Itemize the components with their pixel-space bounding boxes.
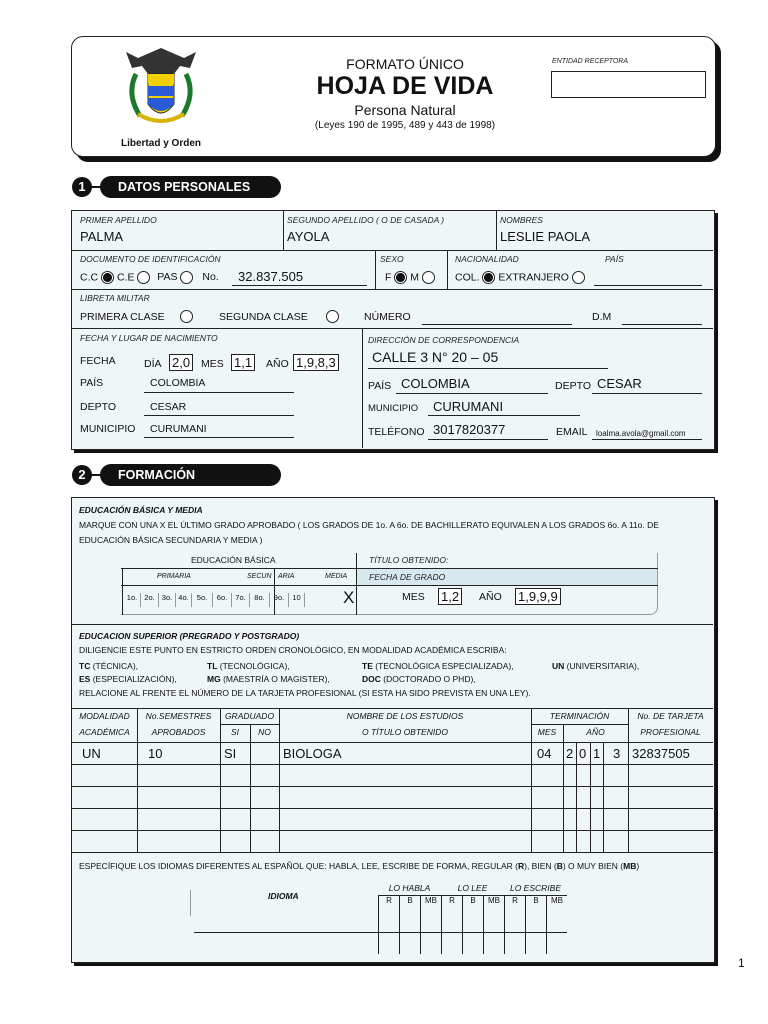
mg-code: MG: [207, 674, 221, 684]
grade-option[interactable]: 5o.: [192, 593, 213, 607]
titulo-obtenido-label: TÍTULO OBTENIDO:: [369, 555, 449, 565]
direccion-label: DIRECCIÓN DE CORRESPONDENCIA: [368, 335, 520, 345]
aria-label: ARIA: [278, 573, 295, 580]
sexo-m-radio[interactable]: [422, 271, 435, 284]
grade-option[interactable]: 8o.: [250, 593, 270, 607]
es-text: (ESPECIALIZACIÓN),: [90, 674, 177, 684]
grade-option[interactable]: 7o.: [232, 593, 250, 607]
segunda-clase-radio[interactable]: [326, 310, 339, 323]
primera-clase-radio[interactable]: [180, 310, 193, 323]
col-aprobados: APROBADOS: [151, 727, 206, 737]
lo-escribe-header: LO ESCRIBE: [509, 883, 562, 893]
row-tarjeta[interactable]: 32837505: [632, 746, 690, 761]
row-anio-1[interactable]: 2: [566, 746, 574, 761]
col-anio: AÑO: [586, 727, 605, 737]
un-code: UN: [552, 661, 565, 671]
libreta-numero-label: NÚMERO: [364, 311, 411, 323]
rating-column-header: B: [462, 896, 483, 954]
row-graduado-si[interactable]: SI: [224, 746, 237, 761]
direccion-value[interactable]: CALLE 3 N° 20 – 05: [372, 349, 499, 365]
grado-anio-label: AÑO: [479, 591, 502, 603]
dia-label: DÍA: [144, 358, 162, 370]
document-subtitle: Persona Natural: [354, 102, 456, 118]
extranjero-radio[interactable]: [572, 271, 585, 284]
fecha-lugar-label: FECHA Y LUGAR DE NACIMIENTO: [80, 333, 218, 343]
email-label: EMAIL: [556, 426, 588, 438]
lo-habla-header: LO HABLA: [388, 883, 431, 893]
nacionalidad-label: NACIONALIDAD: [455, 254, 519, 264]
section-2-number: 2: [72, 465, 92, 485]
entidad-field[interactable]: [551, 71, 706, 98]
nombres-label: NOMBRES: [500, 215, 543, 225]
rating-column-header: MB: [546, 896, 567, 954]
birth-municipio-value[interactable]: CURUMANI: [150, 423, 207, 435]
form-type-line: FORMATO ÚNICO: [346, 56, 464, 72]
col-graduado: GRADUADO: [224, 711, 275, 721]
libreta-label: LIBRETA MILITAR: [80, 293, 150, 303]
ce-label: C.E: [116, 271, 135, 284]
rating-column-header: B: [525, 896, 546, 954]
grade-option[interactable]: 3o.: [159, 593, 176, 607]
col-mes: MES: [537, 727, 557, 737]
birth-depto-label: DEPTO: [80, 401, 116, 413]
birth-pais-value[interactable]: COLOMBIA: [150, 377, 206, 389]
row-anio-4[interactable]: 3: [613, 746, 621, 761]
te-text: (TECNOLÓGICA ESPECIALIZADA),: [372, 661, 514, 671]
grade-x-mark[interactable]: X: [343, 588, 355, 607]
tc-code: TC: [79, 661, 91, 671]
dir-municipio-label: MUNICIPIO: [368, 403, 419, 414]
dia-value[interactable]: 2,0: [169, 354, 193, 371]
tc-text: (TÉCNICA),: [90, 661, 139, 671]
rating-column-header: B: [399, 896, 420, 954]
higher-education-table: [72, 708, 713, 854]
grade-option[interactable]: 9o.: [270, 593, 289, 607]
rating-column-header: R: [441, 896, 462, 954]
secun-label: SECUN: [247, 573, 272, 580]
doc-number-value[interactable]: 32.837.505: [238, 269, 304, 284]
segundo-apellido-value[interactable]: AYOLA: [287, 229, 330, 244]
col-si: SI: [230, 727, 240, 737]
col-radio[interactable]: [482, 271, 495, 284]
pas-label: PAS: [157, 271, 178, 284]
ce-radio[interactable]: [137, 271, 150, 284]
lo-lee-header: LO LEE: [457, 883, 488, 893]
tl-code: TL: [207, 661, 218, 671]
laws-reference: (Leyes 190 de 1995, 489 y 443 de 1998): [314, 120, 496, 131]
col-tarjeta: No. DE TARJETA: [637, 711, 704, 721]
rating-column-header: MB: [420, 896, 441, 954]
row-anio-3[interactable]: 1: [593, 746, 601, 761]
es-code: ES: [79, 674, 91, 684]
row-anio-2[interactable]: 0: [579, 746, 587, 761]
document-title: HOJA DE VIDA: [316, 72, 494, 100]
grade-option[interactable]: 4o.: [176, 593, 192, 607]
grade-option[interactable]: 1o.: [124, 593, 141, 607]
col-titulo: O TÍTULO OBTENIDO: [362, 727, 448, 737]
primaria-label: PRIMARIA: [157, 573, 191, 580]
col-semestres: No.SEMESTRES: [145, 711, 212, 721]
col-no: NO: [258, 727, 271, 737]
telefono-value[interactable]: 3017820377: [433, 422, 506, 437]
rating-column-header: R: [504, 896, 525, 954]
dm-label: D.M: [592, 311, 612, 323]
row-semestres[interactable]: 10: [148, 746, 163, 761]
primera-clase-label: PRIMERA CLASE: [80, 311, 165, 323]
grado-mes-label: MES: [402, 591, 425, 603]
superior-tarjeta-note: RELACIONE AL FRENTE EL NÚMERO DE LA TARJETA PROFESIONAL (SI ESTA HA SIDO PREVISTA EN UNA LEY).: [79, 688, 531, 698]
primer-apellido-label: PRIMER APELLIDO: [80, 215, 157, 225]
pas-radio[interactable]: [180, 271, 193, 284]
tl-text: (TECNOLÓGICA),: [217, 661, 290, 671]
dir-pais-value[interactable]: COLOMBIA: [401, 376, 470, 391]
sexo-m-label: M: [410, 271, 420, 284]
section-1-title: DATOS PERSONALES: [100, 176, 281, 198]
academic-panel: [71, 497, 715, 963]
idiomas-instruction: ESPECÍFIQUE LOS IDIOMAS DIFERENTES AL ESPAÑOL QUE: HABLA, LEE, ESCRIBE DE FORMA, REGULAR (R), BIEN (B) O MUY BIEN (MB): [79, 861, 640, 871]
grade-option[interactable]: 6o.: [213, 593, 232, 607]
sexo-f-label: F: [385, 271, 392, 284]
entidad-label: ENTIDAD RECEPTORA: [552, 58, 629, 65]
page-number: 1: [738, 956, 745, 970]
grado-anio-value[interactable]: 1,9,9,9: [515, 588, 561, 605]
grade-option[interactable]: 10: [289, 593, 305, 607]
col-label: COL.: [455, 271, 480, 284]
dir-municipio-value[interactable]: CURUMANI: [433, 399, 504, 414]
dir-depto-value[interactable]: CESAR: [597, 376, 642, 391]
un-text: (UNIVERSITARIA),: [564, 661, 640, 671]
email-value[interactable]: loalma.avola@gmail.com: [596, 429, 686, 438]
row-mes[interactable]: 04: [537, 746, 552, 761]
doc-no-label: No.: [202, 271, 219, 284]
col-nombre: NOMBRE DE LOS ESTUDIOS: [346, 711, 464, 721]
doc-text: (DOCTORADO O PHD),: [380, 674, 476, 684]
fecha-label: FECHA: [80, 355, 116, 367]
birth-pais-label: PAÍS: [80, 377, 104, 389]
rating-column-header: MB: [483, 896, 504, 954]
col-profesional: PROFESIONAL: [640, 727, 701, 737]
pais-nac-label: PAÍS: [605, 254, 624, 264]
section-2-title: FORMACIÓN: [100, 464, 281, 486]
doc-code: DOC: [362, 674, 381, 684]
dir-depto-label: DEPTO: [555, 380, 591, 392]
sexo-f-radio[interactable]: [394, 271, 407, 284]
doc-label: DOCUMENTO DE IDENTIFICACIÓN: [80, 254, 221, 264]
coat-of-arms-logo: [118, 44, 204, 154]
superior-title: EDUCACION SUPERIOR (PREGRADO Y POSTGRADO): [79, 631, 300, 641]
rating-column-header: R: [378, 896, 399, 954]
fecha-grado-label: FECHA DE GRADO: [369, 572, 446, 582]
media-label: MEDIA: [325, 573, 348, 580]
seal-motto: Libertad y Orden: [120, 138, 202, 149]
cc-radio[interactable]: [101, 271, 114, 284]
dir-pais-label: PAÍS: [368, 380, 392, 392]
extranjero-label: EXTRANJERO: [498, 271, 569, 284]
grado-mes-value[interactable]: 1,2: [438, 588, 462, 605]
basica-title: EDUCACIÓN BÁSICA Y MEDIA: [79, 505, 203, 515]
mes-value[interactable]: 1,1: [231, 354, 255, 371]
primer-apellido-value[interactable]: PALMA: [80, 229, 124, 244]
te-code: TE: [362, 661, 373, 671]
col-modalidad: MODALIDAD: [79, 711, 130, 721]
segunda-clase-label: SEGUNDA CLASE: [219, 311, 308, 323]
edu-basica-header: EDUCACIÓN BÁSICA: [191, 555, 276, 565]
personal-data-panel: [71, 210, 715, 450]
anio-label: AÑO: [266, 358, 289, 370]
superior-instruction: DILIGENCIE ESTE PUNTO EN ESTRICTO ORDEN CRONOLÓGICO, EN MODALIDAD ACADÉMICA ESCRIBA:: [79, 645, 507, 655]
birth-depto-value[interactable]: CESAR: [150, 401, 187, 413]
mes-label: MES: [201, 358, 224, 370]
telefono-label: TELÉFONO: [368, 426, 425, 438]
grade-option[interactable]: 2o.: [141, 593, 159, 607]
mg-text: (MAESTRÍA O MAGISTER),: [220, 674, 330, 684]
nombres-value[interactable]: LESLIE PAOLA: [500, 229, 591, 244]
col-terminacion: TERMINACIÓN: [549, 711, 610, 721]
row-modalidad[interactable]: UN: [82, 746, 101, 761]
segundo-apellido-label: SEGUNDO APELLIDO ( O DE CASADA ): [287, 215, 445, 225]
row-nombre[interactable]: BIOLOGA: [283, 746, 342, 761]
col-academica: ACADÉMICA: [79, 727, 130, 737]
cc-label: C.C: [80, 271, 99, 284]
basica-instructions: MARQUE CON UNA X EL ÚLTIMO GRADO APROBADO ( LOS GRADOS DE 1o. A 6o. DE BACHILLERATO EQUIVALEN A LOS GRADOS 6o. A 11o. DE EDUCACIÓN BÁSICA SECUNDARIA Y MEDIA ): [79, 520, 659, 545]
section-1-number: 1: [72, 177, 92, 197]
sexo-label: SEXO: [380, 254, 404, 264]
anio-value[interactable]: 1,9,8,3: [293, 354, 339, 371]
idioma-header: IDIOMA: [268, 891, 299, 901]
birth-municipio-label: MUNICIPIO: [80, 423, 136, 435]
